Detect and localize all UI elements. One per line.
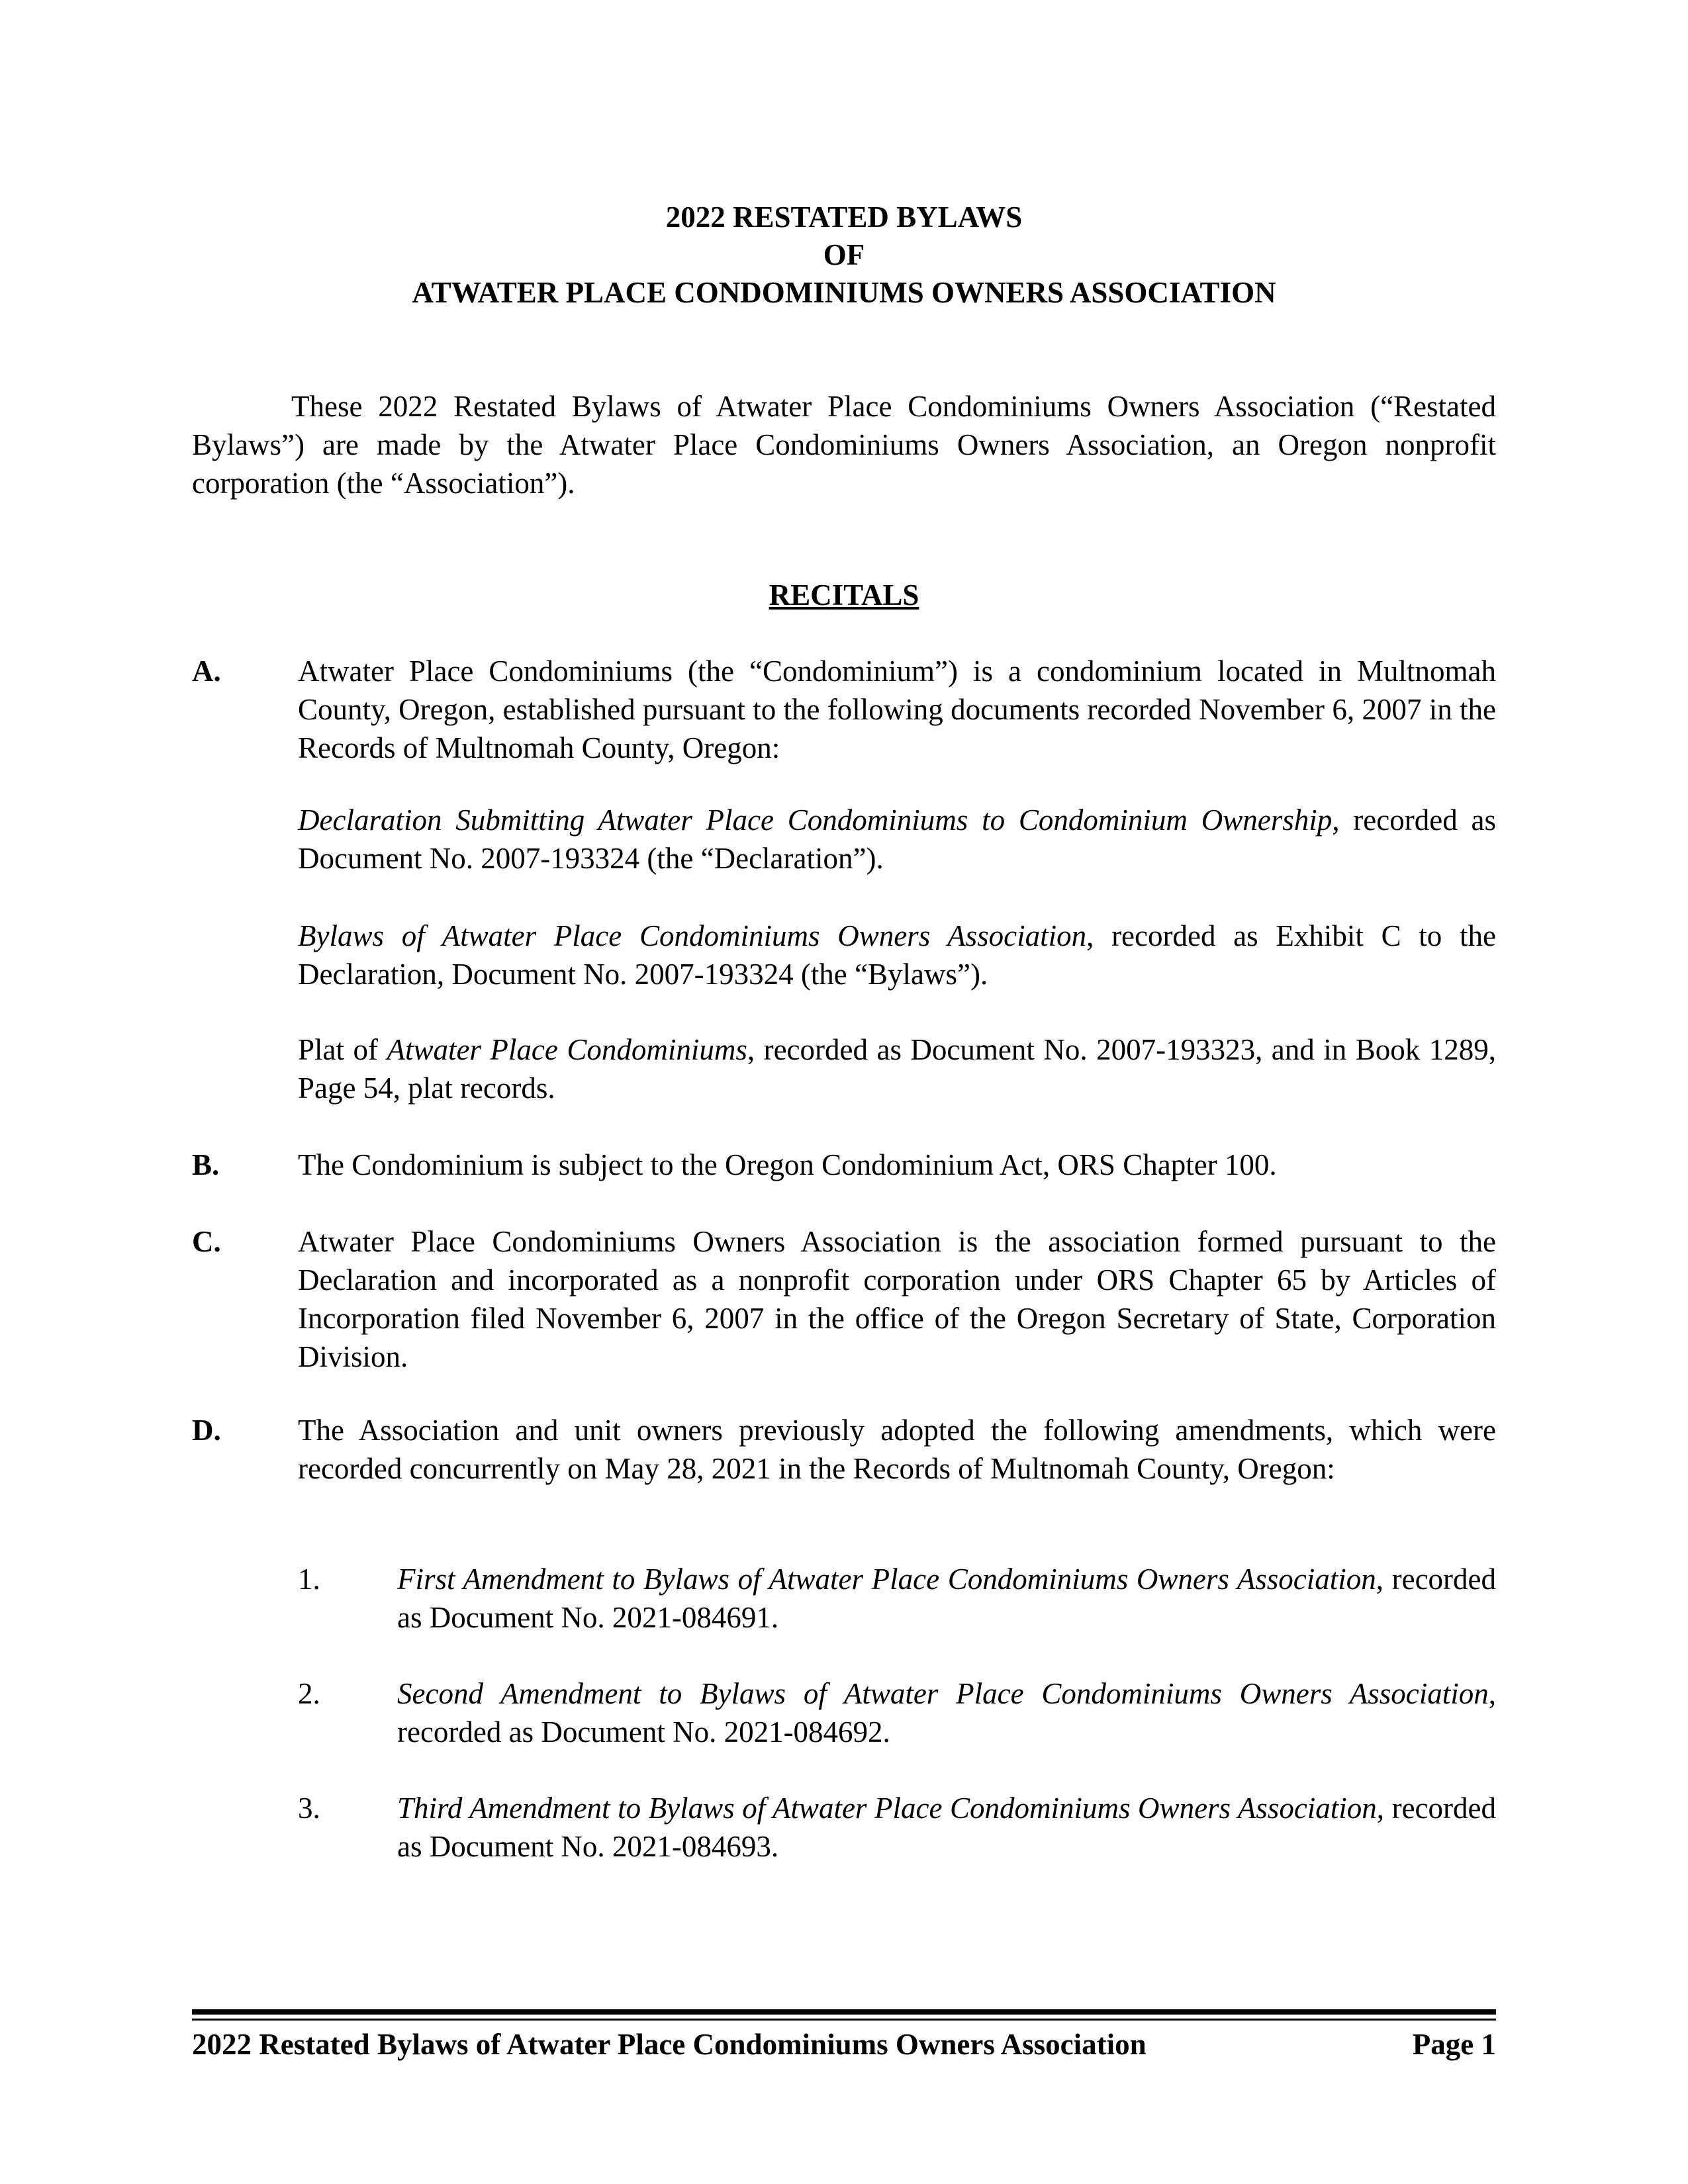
footer-rule-thin <box>192 2019 1496 2021</box>
amendment-1-number: 1. <box>298 1563 320 1596</box>
title-line-3: ATWATER PLACE CONDOMINIUMS OWNERS ASSOCIATION <box>412 276 1276 309</box>
amendment-2 <box>397 1674 1496 1751</box>
declaration-title: Declaration Submitting Atwater Place Condominiums to Condominium Ownership <box>298 803 1333 837</box>
amendment-3-number: 3. <box>298 1792 320 1825</box>
recital-b-text: The Condominium is subject to the Oregon Condominium Act, ORS Chapter 100. <box>298 1148 1277 1181</box>
title-line-1: 2022 RESTATED BYLAWS <box>665 201 1023 234</box>
intro-paragraph: These 2022 Restated Bylaws of Atwater Place Condominiums Owners Association (“Restated Bylaws”) are made by the Atwater Place Condominiums Owners Association, an Oregon nonprofit corporation (the “Association”). <box>192 390 1496 500</box>
amendment-1 <box>397 1560 1496 1637</box>
amendment-1-title: First Amendment to Bylaws of Atwater Place Condominiums Owners Association <box>397 1563 1376 1596</box>
amendment-2-recording: , recorded as Document No. 2021-084692. <box>397 1677 1496 1749</box>
amendment-3-title: Third Amendment to Bylaws of Atwater Place Condominiums Owners Association <box>397 1792 1377 1825</box>
amendment-2-number: 2. <box>298 1677 320 1710</box>
recital-a-document-plat <box>298 1030 1496 1107</box>
recital-a-document-declaration <box>298 801 1496 878</box>
plat-prefix: Plat of <box>298 1033 387 1066</box>
recital-a-text: Atwater Place Condominiums (the “Condominium”) is a condominium located in Multnomah County, Oregon, established pursuant to the following documents recorded November 6, 2007 in the Records of Multnomah County, Oregon: <box>298 655 1496 764</box>
recital-c-text: Atwater Place Condominiums Owners Association is the association formed pursuant to the Declaration and incorporated as a nonprofit corporation under ORS Chapter 65 by Articles of Incorporation filed November 6, 2007 in the office of the Oregon Secretary of State, Corporation Division. <box>298 1225 1496 1373</box>
amendment-1-recording: , recorded as Document No. 2021-084691. <box>397 1563 1496 1634</box>
amendment-3 <box>397 1789 1496 1866</box>
recital-d-letter: D. <box>192 1414 221 1447</box>
recital-c-letter: C. <box>192 1225 221 1258</box>
footer-page-number: Page 1 <box>1412 2028 1496 2061</box>
recital-c <box>192 1222 1496 1376</box>
bylaws-title: Bylaws of Atwater Place Condominiums Owners Association <box>298 919 1087 952</box>
document-title <box>192 199 1496 312</box>
amendment-3-recording: , recorded as Document No. 2021-084693. <box>397 1792 1496 1863</box>
recital-a-document-bylaws <box>298 917 1496 993</box>
bylaws-recording: , recorded as Exhibit C to the Declaration, Document No. 2007-193324 (the “Bylaws”). <box>298 919 1496 991</box>
footer-document-title: 2022 Restated Bylaws of Atwater Place Condominiums Owners Association <box>192 2028 1147 2061</box>
amendment-2-title: Second Amendment to Bylaws of Atwater Place Condominiums Owners Association <box>397 1677 1489 1710</box>
plat-title: Atwater Place Condominiums <box>387 1033 747 1066</box>
recital-b-letter: B. <box>192 1148 220 1181</box>
recital-a <box>192 652 1496 767</box>
plat-recording: , recorded as Document No. 2007-193323, and in Book 1289, Page 54, plat records. <box>298 1033 1496 1105</box>
footer-rule-thick <box>192 2009 1496 2015</box>
recitals-heading: RECITALS <box>769 578 919 612</box>
recital-d-text: The Association and unit owners previously adopted the following amendments, which were recorded concurrently on May 28, 2021 in the Records of Multnomah County, Oregon: <box>298 1414 1496 1485</box>
recital-d <box>192 1411 1496 1488</box>
declaration-recording: , recorded as Document No. 2007-193324 (the “Declaration”). <box>298 803 1496 875</box>
title-line-2: OF <box>823 238 865 271</box>
recital-a-letter: A. <box>192 655 221 688</box>
recital-b <box>192 1146 1496 1184</box>
